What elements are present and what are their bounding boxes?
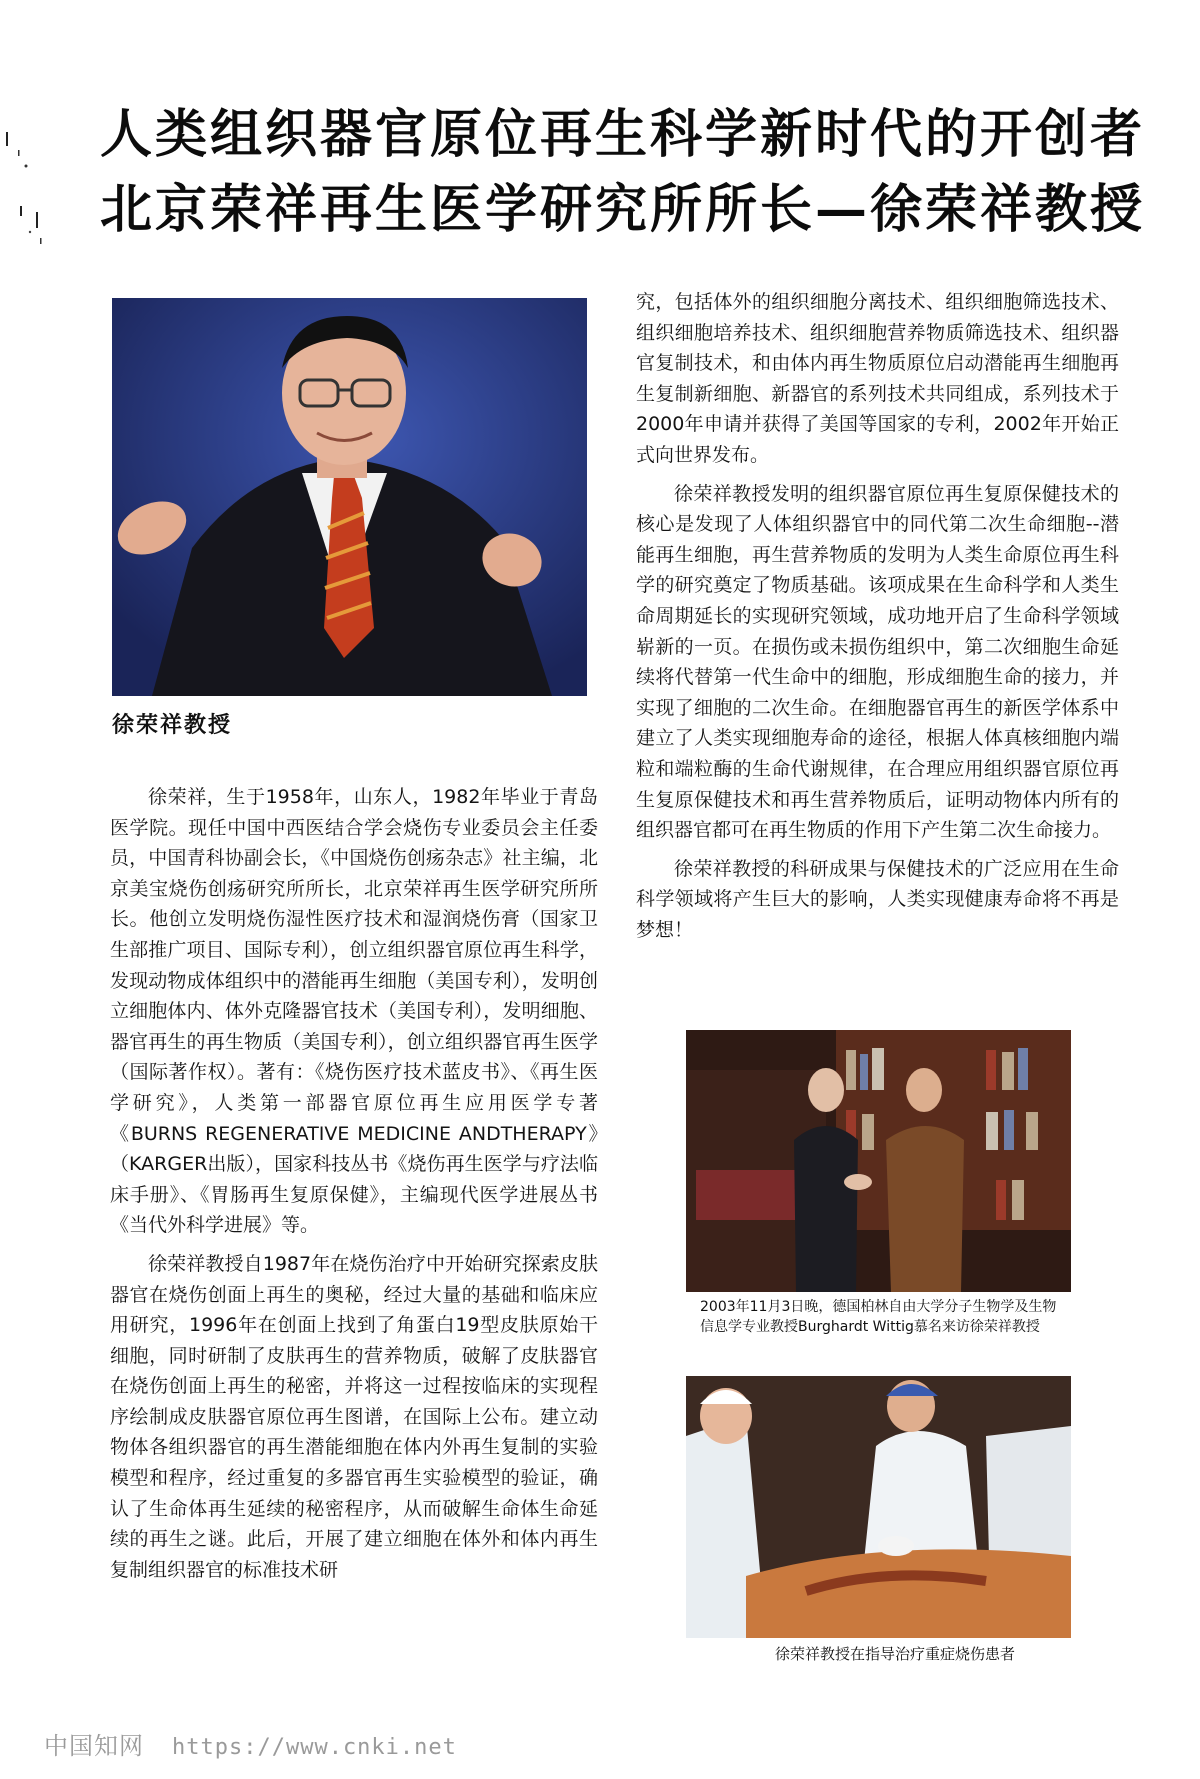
paragraph-bio: 徐荣祥，生于1958年，山东人，1982年毕业于青岛医学院。现任中国中西医结合学会烧伤专业委员会主任委员，中国青科协副会长，《中国烧伤创疡杂志》社主编，北京美宝烧伤创疡研究所所长，北京荣祥再生医学研究所所长。他创立发明烧伤湿性医疗技术和湿润烧伤膏（国家卫生部推广项目、国际专利），创立组织器官原位再生科学，发现动物成体组织中的潜能再生细胞（美国专利），发明创立细胞体内、体外克隆器官技术（美国专利），发明细胞、器官再生的再生物质（美国专利），创立组织器官再生医学（国际著作权）。著有：《烧伤医疗技术蓝皮书》、《再生医学研究》，人类第一部器官原位再生应用医学专著《BURNS REGENERATIVE MEDICINE ANDTHERAPY》（KARGER出版），国家科技丛书《烧伤再生医学与疗法临床手册》、《胃肠再生复原保健》，主编现代医学进展丛书《当代外科学进展》等。: [110, 786, 598, 1237]
scan-artifact-marks: [0, 120, 50, 300]
page-title-line2: 北京荣祥再生医学研究所所长—徐荣祥教授: [100, 179, 1146, 240]
footer-url: https://www.cnki.net: [172, 1735, 457, 1760]
paragraph-conclusion: 徐荣祥教授的科研成果与保健技术的广泛应用在生命科学领域将产生巨大的影响，人类实现健康寿命将不再是梦想！: [636, 857, 1119, 941]
surgery-photo: [686, 1376, 1071, 1638]
footer-watermark: [44, 1726, 457, 1761]
office-meeting-photo: [686, 1030, 1071, 1292]
paragraph-core-discovery: 徐荣祥教授发明的组织器官原位再生复原保健技术的核心是发现了人体组织器官中的同代第二次生命细胞--潜能再生细胞，再生营养物质的发明为人类生命原位再生科学的研究奠定了物质基础。该项成果在生命科学和人类生命周期延长的实现研究领域，成功地开启了生命科学领域崭新的一页。在损伤或未损伤组织中，第二次细胞生命延续将代替第一代生命中的细胞，形成细胞生命的接力，并实现了细胞的二次生命。在细胞器官再生的新医学体系中建立了人类实现细胞寿命的途径，根据人体真核细胞内端粒和端粒酶的生命代谢规律，在合理应用组织器官原位再生复原保健技术和再生营养物质后，证明动物体内所有的组织器官都可在再生物质的作用下产生第二次生命接力。: [636, 482, 1119, 842]
article-column-right: [636, 287, 1119, 953]
paragraph-research-continued: 究，包括体外的组织细胞分离技术、组织细胞筛选技术、组织细胞培养技术、组织细胞营养物质筛选技术、组织器官复制技术，和由体内再生物质原位启动潜能再生细胞再生复制新细胞、新器官的系列技术共同组成，系列技术于2000年申请并获得了美国等国家的专利，2002年开始正式向世界发布。: [636, 291, 1119, 466]
page-title-line1: 人类组织器官原位再生科学新时代的开创者: [100, 104, 1146, 165]
office-photo-caption: 2003年11月3日晚，德国柏林自由大学分子生物学及生物信息学专业教授Burghardt Wittig慕名来访徐荣祥教授: [700, 1299, 1057, 1335]
portrait-photo: [112, 298, 587, 696]
article-column-left: [110, 782, 598, 1593]
footer-site-name: 中国知网: [44, 1732, 144, 1760]
portrait-caption: 徐荣祥教授: [112, 713, 233, 738]
paragraph-research-start: 徐荣祥教授自1987年在烧伤治疗中开始研究探索皮肤器官在烧伤创面上再生的奥秘，经过大量的基础和临床应用研究，1996年在创面上找到了角蛋白19型皮肤原始干细胞，同时研制了皮肤再生的营养物质，破解了皮肤器官在烧伤创面上再生的秘密，并将这一过程按临床的实现程序绘制成皮肤器官原位再生图谱，在国际上公布。建立动物体各组织器官的再生潜能细胞在体内外再生复制的实验模型和程序，经过重复的多器官再生实验模型的验证，确认了生命体再生延续的秘密程序，从而破解生命体生命延续的再生之谜。此后，开展了建立细胞在体外和体内再生复制组织器官的标准技术研: [110, 1252, 598, 1581]
surgery-photo-caption: 徐荣祥教授在指导治疗重症烧伤患者: [774, 1645, 1015, 1663]
